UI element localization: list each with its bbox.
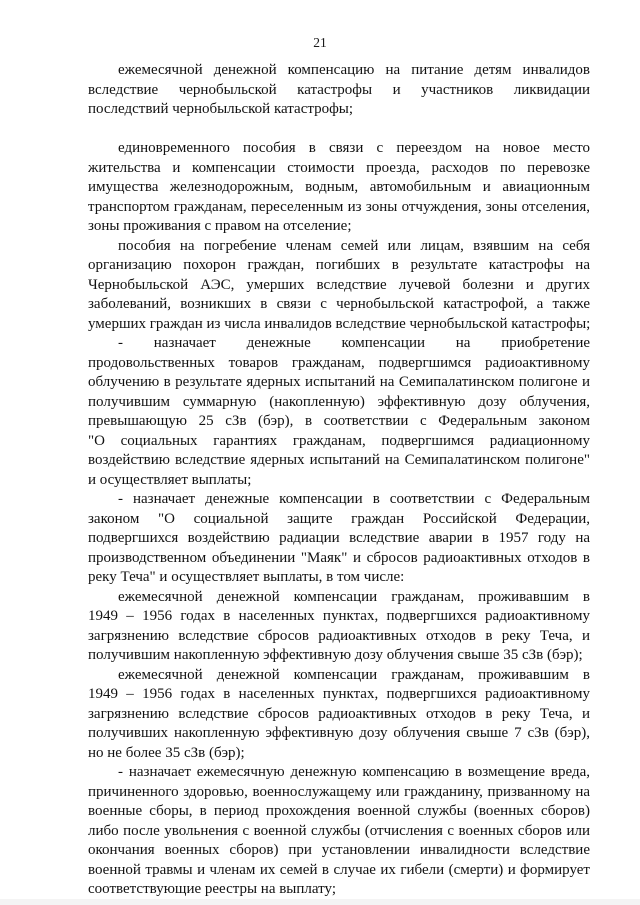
text-line: но не более 35 сЗв (бэр); (88, 744, 245, 761)
text-line: превышающую 25 сЗв (бэр), в соответствии с Федеральным законом (88, 413, 590, 429)
page-number: 21 (313, 35, 327, 50)
text-line: загрязнению вследствие сбросов радиоактивных отходов в реку Теча, и (88, 627, 590, 644)
text-line: законом "О социальной защите граждан Российской Федерации, (88, 510, 590, 527)
text-line: последствий чернобыльской катастрофы; (88, 101, 354, 117)
text-line: - назначает денежные компенсации в соответствии с Федеральным (118, 491, 590, 507)
text-line: военной травмы и членам их семей в случае их гибели (смерти) и формирует (88, 861, 590, 878)
text-line: военные сборы, в период прохождения военной службы (военных сборов) (88, 803, 590, 819)
paragraph-techa-7-to-35 (88, 666, 590, 764)
text-line: ежемесячной денежной компенсации гражданам, проживавшим в (118, 666, 590, 683)
text-line: воздействию вследствие ядерных испытаний на Семипалатинском полигоне" (88, 452, 590, 468)
paragraph-gap (88, 120, 590, 140)
text-line: подвергшихся воздействию радиации вследствие аварии в 1957 году на (88, 530, 590, 546)
text-line: - назначает ежемесячную денежную компенсацию в возмещение вреда, (118, 764, 590, 780)
text-line: продовольственных товаров гражданам, подвергшимся радиоактивному (88, 354, 590, 371)
document-body (88, 61, 590, 900)
text-line: получившим суммарную (накопленную) эффективную дозу облучения, (88, 393, 590, 410)
text-line: транспортом гражданам, переселенным из зоны отчуждения, зоны отселения, (88, 198, 590, 215)
text-line: либо после увольнения с военной службы (отчисления с военных сборов или (88, 822, 590, 839)
scan-bottom-edge (0, 899, 640, 905)
paragraph-burial-allowance (88, 237, 590, 335)
text-line: соответствующие реестры на выплату; (88, 881, 336, 897)
paragraph-relocation-allowance (88, 139, 590, 237)
text-line: получившим накопленную эффективную дозу облучения свыше 35 сЗв (бэр); (88, 647, 583, 663)
text-line: облучению в результате ядерных испытаний на Семипалатинском полигоне и (88, 374, 590, 390)
text-line: ежемесячной денежной компенсацию на питание детям инвалидов (118, 62, 590, 78)
paragraph-techa-over-35 (88, 588, 590, 666)
text-line: ежемесячной денежной компенсации гражданам, проживавшим в (118, 588, 590, 605)
paragraph-military-injury-compensation (88, 763, 590, 900)
text-line: загрязнению вследствие сбросов радиоактивных отходов в реку Теча, и (88, 705, 590, 722)
text-line: умерших граждан из числа инвалидов вследствие чернобыльской катастрофы; (88, 315, 590, 332)
text-line: реку Теча" и осуществляет выплаты, в том числе: (88, 569, 405, 585)
text-line: зоны проживания с правом на отселение; (88, 218, 352, 234)
text-line: 1949 – 1956 годах в населенных пунктах, подвергшихся радиоактивному (88, 608, 590, 624)
text-line: пособия на погребение членам семей или лицам, взявшим на себя (118, 237, 590, 254)
text-line: - назначает денежные компенсации на приобретение (118, 335, 590, 351)
paragraph-mayak-compensation (88, 490, 590, 588)
paragraph-nutrition-compensation (88, 61, 590, 120)
text-line: вследствие чернобыльской катастрофы и участников ликвидации (88, 81, 590, 98)
text-line: имущества железнодорожным, водным, автомобильным и авиационным (88, 179, 590, 195)
text-line: единовременного пособия в связи с переездом на новое место (118, 140, 590, 156)
text-line: получивших накопленную эффективную дозу облучения свыше 7 сЗв (бэр), (88, 725, 590, 741)
text-line: производственном объединении "Маяк" и сбросов радиоактивных отходов в (88, 549, 590, 566)
text-line: организацию похорон граждан, погибших в результате катастрофы на (88, 257, 590, 273)
text-line: жительства и компенсации стоимости проезда, расходов по перевозке (88, 159, 590, 176)
text-line: причиненного здоровью, военнослужащему или гражданину, призванному на (88, 783, 590, 800)
text-line: заболеваний, возникших в связи с чернобыльской катастрофой, а также (88, 296, 590, 312)
paragraph-semipalatinsk-compensation (88, 334, 590, 490)
text-line: 1949 – 1956 годах в населенных пунктах, подвергшихся радиоактивному (88, 686, 590, 702)
text-line: Чернобыльской АЭС, умерших вследствие лучевой болезни и других (88, 276, 590, 293)
text-line: "О социальных гарантиях гражданам, подвергшимся радиационному (88, 432, 590, 449)
text-line: окончания военных сборов) при установлении инвалидности вследствие (88, 842, 590, 858)
text-line: и осуществляет выплаты; (88, 471, 252, 488)
